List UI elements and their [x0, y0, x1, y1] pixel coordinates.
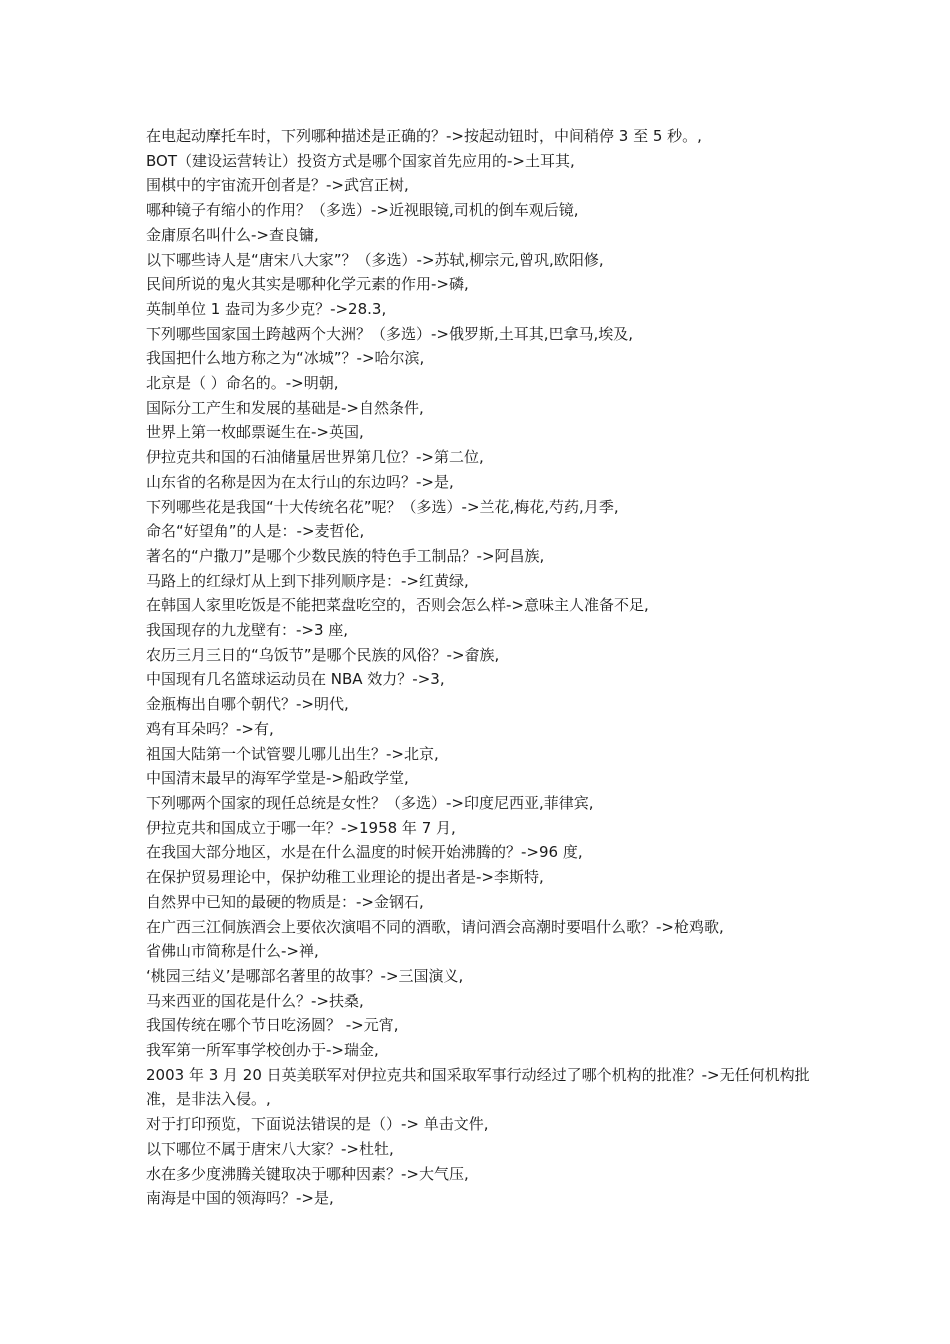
text-line: BOT（建设运营转让）投资方式是哪个国家首先应用的->土耳其, [146, 151, 575, 170]
text-line: 国际分工产生和发展的基础是->自然条件, [146, 398, 424, 417]
text-line: 围棋中的宇宙流开创者是？->武宫正树, [146, 176, 409, 195]
text-line: 下列哪些国家国土跨越两个大洲？（多选）->俄罗斯,土耳其,巴拿马,埃及, [146, 324, 634, 343]
text-line: 著名的“户撒刀”是哪个少数民族的特色手工制品？->阿昌族, [146, 546, 545, 565]
text-line: 伊拉克共和国的石油储量居世界第几位？->第二位, [146, 448, 484, 467]
text-line: ‘桃园三结义’是哪部名著里的故事？->三国演义, [146, 966, 464, 985]
text-line: 下列哪两个国家的现任总统是女性？（多选）->印度尼西亚,菲律宾, [146, 793, 594, 812]
text-line: 马路上的红绿灯从上到下排列顺序是：->红黄绿, [146, 571, 469, 590]
text-line: 水在多少度沸腾关键取决于哪种因素？->大气压, [146, 1164, 469, 1183]
text-line: 伊拉克共和国成立于哪一年？->1958 年 7 月, [146, 818, 456, 837]
text-line: 民间所说的鬼火其实是哪种化学元素的作用->磷, [146, 275, 469, 294]
text-line: 南海是中国的领海吗？->是, [146, 1189, 334, 1208]
text-line: 哪种镜子有缩小的作用？（多选）->近视眼镜,司机的倒车观后镜, [146, 201, 579, 220]
text-line: 在广西三江侗族酒会上要依次演唱不同的酒歌，请问酒会高潮时要唱什么歌？->枪鸡歌, [146, 917, 724, 936]
text-line: 我军第一所军事学校创办于->瑞金, [146, 1041, 379, 1060]
text-line: 世界上第一枚邮票诞生在->英国, [146, 423, 364, 442]
text-line: 我国传统在哪个节日吃汤圆？ ->元宵, [146, 1016, 399, 1035]
text-line: 农历三月三日的“乌饭节”是哪个民族的风俗？->畲族, [146, 645, 500, 664]
text-line: 2003 年 3 月 20 日英美联军对伊拉克共和国采取军事行动经过了哪个机构的批准？->无任何机构批准，是非法入侵。, [146, 1065, 810, 1109]
text-line: 金瓶梅出自哪个朝代？->明代, [146, 695, 349, 714]
text-line: 鸡有耳朵吗？->有, [146, 719, 274, 738]
text-line: 命名“好望角”的人是：->麦哲伦, [146, 522, 365, 541]
text-line: 英制单位 1 盎司为多少克？->28.3, [146, 299, 387, 318]
text-line: 北京是（ ）命名的。->明朝, [146, 374, 339, 393]
text-line: 我国把什么地方称之为“冰城”？->哈尔滨, [146, 349, 425, 368]
text-line: 马来西亚的国花是什么？->扶桑, [146, 991, 364, 1010]
text-line: 自然界中已知的最硬的物质是：->金钢石, [146, 892, 424, 911]
text-line: 省佛山市简称是什么->禅, [146, 942, 319, 961]
text-line: 中国清末最早的海军学堂是->船政学堂, [146, 769, 409, 788]
text-line: 以下哪些诗人是“唐宋八大家”？（多选）->苏轼,柳宗元,曾巩,欧阳修, [146, 250, 604, 269]
text-line: 下列哪些花是我国“十大传统名花”呢？（多选）->兰花,梅花,芍药,月季, [146, 497, 619, 516]
text-line: 在保护贸易理论中，保护幼稚工业理论的提出者是->李斯特, [146, 868, 544, 887]
text-line: 在韩国人家里吃饭是不能把菜盘吃空的，否则会怎么样->意味主人准备不足, [146, 596, 649, 615]
text-line: 祖国大陆第一个试管婴儿哪儿出生？->北京, [146, 744, 439, 763]
text-line: 在我国大部分地区，水是在什么温度的时候开始沸腾的？->96 度, [146, 843, 583, 862]
text-line: 以下哪位不属于唐宋八大家？->杜牡, [146, 1139, 394, 1158]
document-body [146, 124, 818, 1211]
text-line: 山东省的名称是因为在太行山的东边吗？->是, [146, 472, 454, 491]
text-line: 金庸原名叫什么->查良镛, [146, 225, 319, 244]
text-line: 在电起动摩托车时，下列哪种描述是正确的？->按起动钮时，中间稍停 3 至 5 秒。, [146, 127, 702, 145]
text-line: 对于打印预览，下面说法错误的是（）-> 单击文件, [146, 1115, 489, 1134]
text-line: 我国现存的九龙壁有：->3 座, [146, 621, 349, 640]
text-line: 中国现有几名篮球运动员在 NBA 效力？->3, [146, 670, 445, 689]
